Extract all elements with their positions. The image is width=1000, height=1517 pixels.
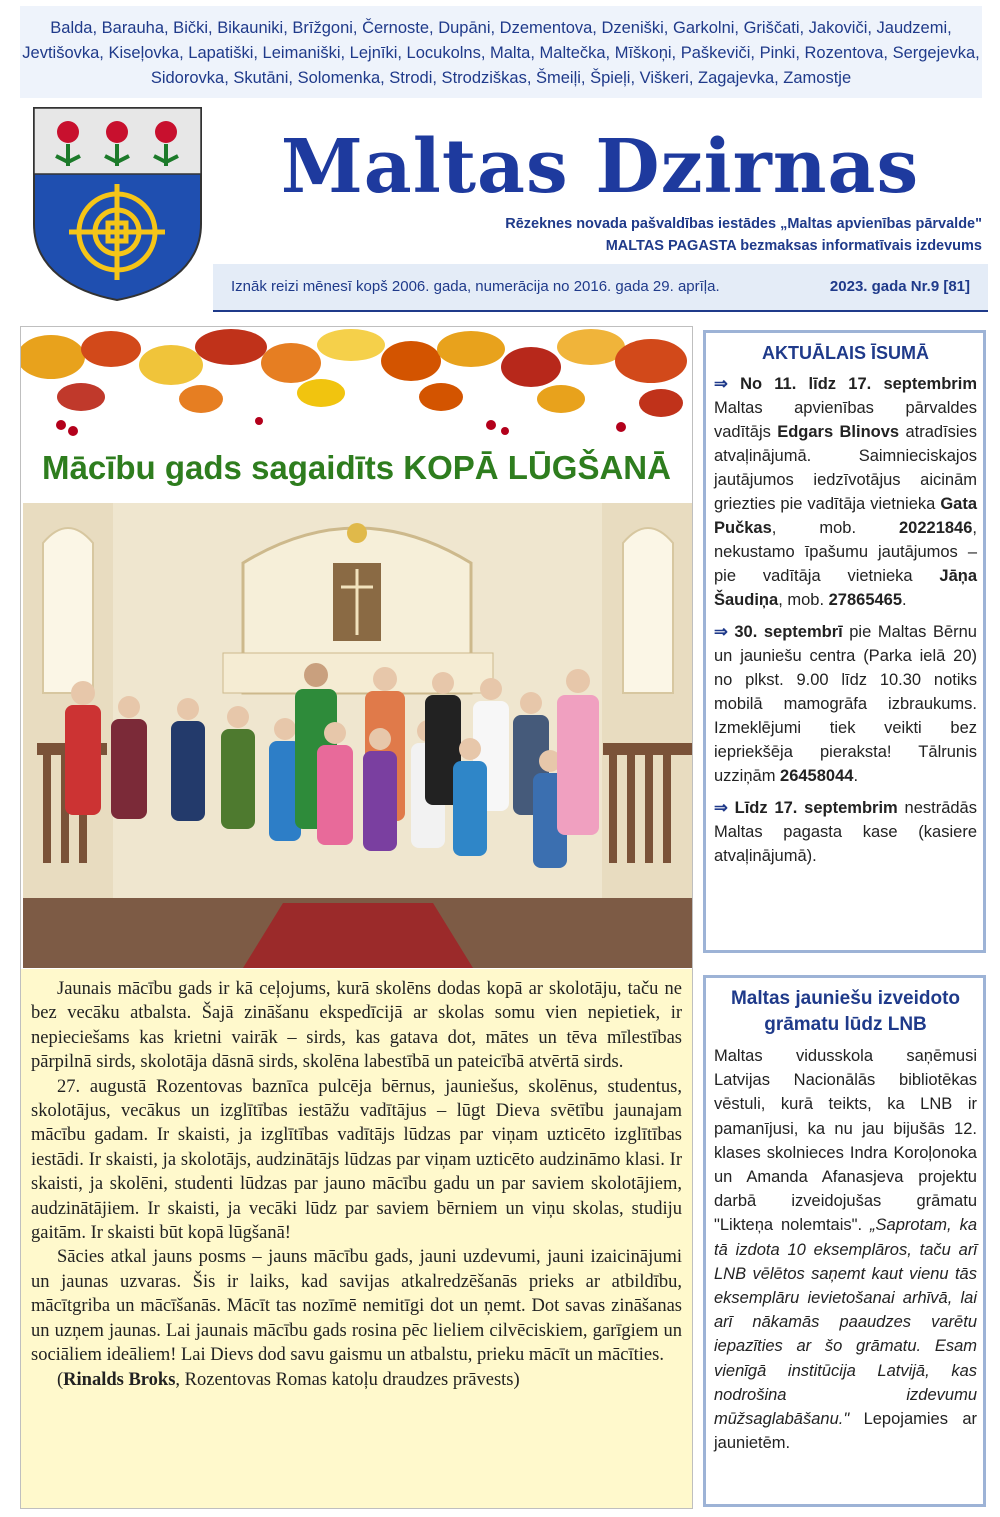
lnb-heading: Maltas jauniešu izveidoto grāmatu lūdz LNB: [730, 988, 961, 1035]
news-text: , mob.: [778, 591, 829, 609]
lnb-text: Lepojamies ar jaunietēm.: [714, 1410, 977, 1453]
lnb-article-box: [703, 975, 986, 1507]
lnb-body: [714, 1044, 977, 1455]
coat-of-arms-icon: [30, 104, 205, 302]
church-group-photo: [23, 503, 692, 968]
news-item: [714, 620, 977, 788]
arrow-icon: ⇒: [714, 623, 728, 641]
author-name: Rinalds Broks: [63, 1369, 176, 1390]
news-text: Maltas apvienības pārvaldes vadītājs: [714, 399, 977, 441]
news-text: pie Maltas Bērnu un jauniešu centra (Parka ielā 20) no plkst. 9.00 līdz 10.30 notiks mobilā mamogrāfa izbraukums. Izmeklējumi tiek veikti bez iepriekšēja pieraksta! Tālrunis uzziņām: [714, 623, 977, 785]
news-date: No 11. līdz 17. septembrim: [740, 375, 977, 393]
news-item: [714, 372, 977, 612]
masthead-title: Maltas Dzirnas: [280, 124, 920, 210]
signature-open: (: [57, 1369, 64, 1390]
villages-list: Balda, Barauha, Bički, Bikauniki, Brīžgoni, Černoste, Dupāni, Dzementova, Dzeniški, Garkolni, Griščati, Jakoviči, Jaudzemi, Jevtišovka, Kiseļovka, Lapatiški, Leimaniški, Lejnīki, Locukolns, Malta, Maltečka, Mīškoņi, Paškeviči, Pinki, Rozentova, Sergejevka, Sidorovka, Skutāni, Solomenka, Strodi, Strodziškas, Šmeiļi, Špieļi, Viškeri, Zagajevka, Zamostje: [20, 6, 982, 98]
author-role: , Rozentovas Romas katoļu draudzes prāvests): [175, 1369, 520, 1390]
news-date: Līdz 17. septembrim: [734, 799, 898, 817]
news-text: , mob.: [771, 519, 899, 537]
lnb-text: Maltas vidusskola saņēmusi Latvijas Nacionālās bibliotēkas vēstuli, kurā teikts, ka LNB ir pamanījusi, ka nu jau bijušās 12. klases skolnieces Indra Koroļonoka un Amanda Afanasjeva projektu darbā izveidojušas grāmatu "Likteņa nolemtais".: [714, 1047, 977, 1235]
person-name: Edgars Blinovs: [777, 423, 900, 441]
article-paragraph: Sācies atkal jauns posms – jauns mācību gads, jauni uzdevumi, jauni izaicinājumi un jaunas uzvaras. Šis ir laiks, kad savijas atkalredzēšanās prieks ar atbildību, mācītgriba un mācīšanās. Mācīt tas nozīmē nemitīgi dot un ņemt. Dot savas zināšanas un uzņem jaunas. Lai jaunais mācību gads rosina pēc lieliem cilvēciskiem, garīgiem un sociāliem ideāliem! Lai Dievs dod savu gaismu un atbalstu, prieku mācīt un mācīties.: [31, 1247, 682, 1366]
article-paragraph: Jaunais mācību gads ir kā ceļojums, kurā skolēns dodas kopā ar skolotāju, taču ne bez vecāku atbalsta. Šajā zināšanu ekspedīcijā ar skolas somu vien nepietiek, ir nepieciešams kas krietni vairāk – sirds, kas gatava dot, mātes un tēva mīlestības pārpilnā sirds, skolotāja dāsnā sirds, skolēna labestībā un pateicībā atvērtā sirds.: [31, 979, 682, 1073]
phone-number: 27865465: [828, 591, 903, 609]
news-text: .: [902, 591, 907, 609]
issue-number: 2023. gada Nr.9 [81]: [829, 278, 970, 295]
news-text: , nekustamo īpašumu jautājumos – pie vadītāja vietnieka: [714, 519, 977, 585]
person-name: Gata Pučkas: [714, 495, 977, 537]
news-text: .: [853, 767, 859, 785]
arrow-icon: ⇒: [714, 375, 728, 393]
person-name: Jāņa Šaudiņa: [714, 567, 977, 609]
news-brief-heading: AKTUĀLAIS ĪSUMĀ: [762, 343, 929, 363]
news-text: atradīsies atvaļinājumā. Saimnieciskajos jautājumos iedzīvotājus aicinām griezties pie vadītāja vietnieka: [714, 423, 977, 513]
phone-number: 20221846: [898, 519, 973, 537]
autumn-leaves-banner: [21, 327, 692, 445]
lnb-quote: „Saprotam, ka tā izdota 10 eksemplāros, taču arī LNB vēlētos saņemt kaut vienu tās eksemplāru ievietošanai arhīvā, lai arī nākamās paaudzes varētu iepazīties ar šo grāmatu. Esam vienīgā institūcija Latvijā, kas nodrošina izdevumu mūžsaglabāšanu.": [714, 1216, 977, 1429]
frequency-note: Iznāk reizi mēnesī kopš 2006. gada, numerācija no 2016. gada 29. aprīļa.: [231, 278, 720, 295]
publisher-line: Rēzeknes novada pašvaldības iestādes „Maltas apvienības pārvalde": [505, 216, 982, 232]
phone-number: 26458044: [780, 767, 854, 785]
arrow-icon: ⇒: [714, 799, 728, 817]
news-text: nestrādās Maltas pagasta kase (kasiere atvaļinājumā).: [714, 799, 977, 865]
main-article-column: [20, 326, 693, 1509]
article-signature: [31, 1368, 682, 1392]
news-item: [714, 796, 977, 868]
article-paragraph: 27. augustā Rozentovas baznīca pulcēja bērnus, jauniešus, skolēnus, studentus, skolotājus, vecākus un izglītības iestāžu vadītājus – lūgt Dieva svētību jaunajam mācību gadam. Ir skaisti, ja izglītības vadītājs lūdzas par viņam uzticēto izglītības iestādi. Ir skaisti, ja skolotājs, audzinātājs lūdzas par viņam uzticēto audzināmo klasi. Ir skaisti, ja skolēni, studenti lūdzas par jauno mācību gadu un par saviem skolotājiem, audzinātājiem. Ir skaisti, ja vecāki lūdz par saviem bērniem un viņu skolas, studiju gaitām. Ir skaisti būt kopā lūgšanā!: [31, 1076, 682, 1244]
publication-type-line: MALTAS PAGASTA bezmaksas informatīvais izdevums: [605, 238, 982, 254]
article-body: [21, 969, 692, 1508]
news-date: 30. septembrī: [734, 623, 843, 641]
news-brief-box: [703, 330, 986, 953]
article-headline: Mācību gads sagaidīts KOPĀ LŪGŠANĀ: [42, 449, 671, 486]
publication-info-bar: [213, 264, 988, 312]
